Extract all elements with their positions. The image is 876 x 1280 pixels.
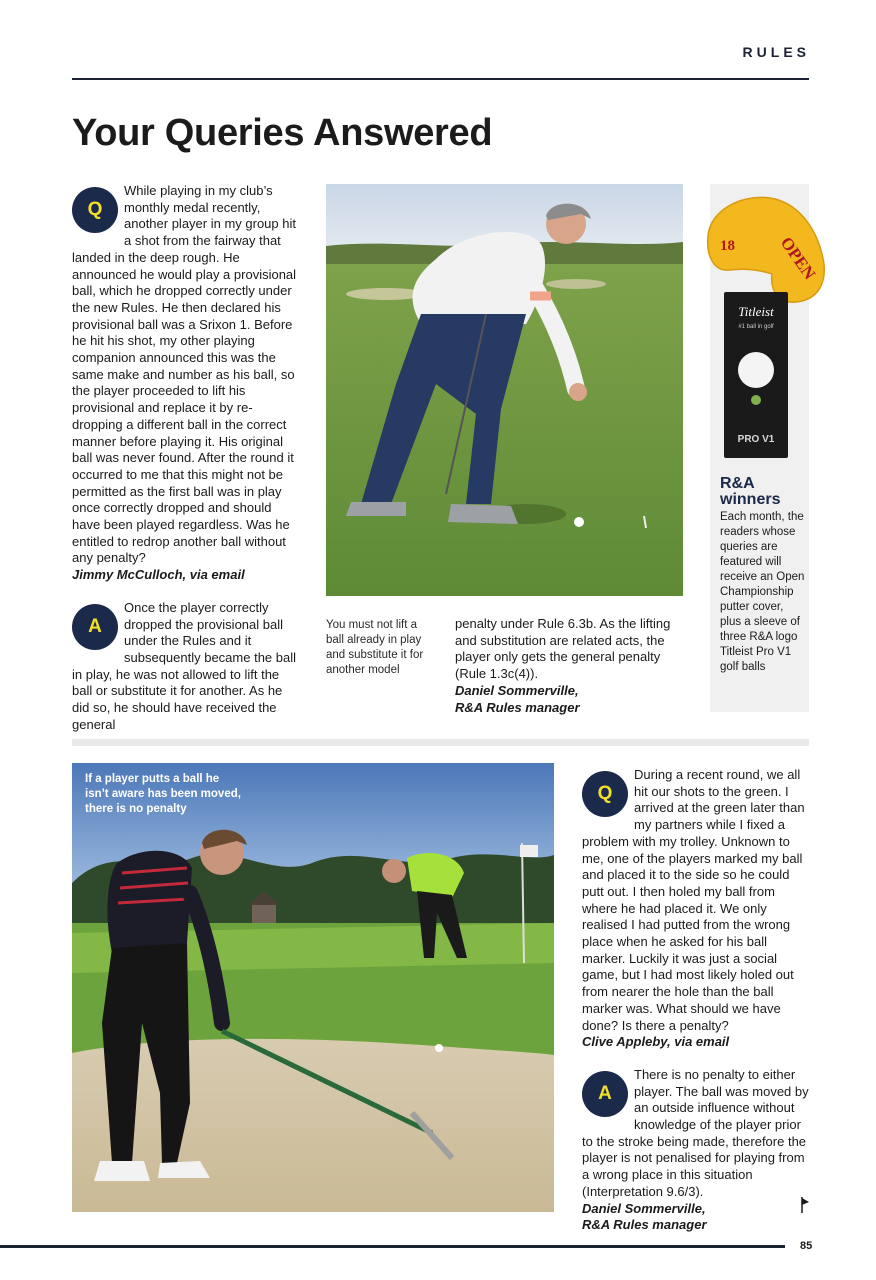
page-title: Your Queries Answered: [72, 112, 493, 154]
sidebar-title-line-1: R&A: [720, 475, 755, 492]
sidebar-title-line-2: winners: [720, 491, 781, 508]
end-flag-icon: [800, 1196, 810, 1214]
sidebar-title: [720, 476, 806, 508]
answer-badge: A: [72, 604, 118, 650]
putter-cover-image: [700, 186, 826, 306]
footer-divider: [0, 1245, 785, 1248]
putter-cover-number: 18: [720, 238, 735, 254]
query-1-answer-part-2: penalty under Rule 6.3b. As the lifting and substitution are related acts, the player only gets the general penalty (Rule 1.3c(4)).: [455, 616, 671, 682]
query-1-column: [72, 183, 302, 734]
photo-golfer-lifting-ball: [326, 184, 683, 596]
photo-golfers-bunker-green: [72, 763, 554, 1212]
query-1-continuation: [455, 616, 683, 716]
query-2-answer-byline-name: Daniel Sommerville,: [582, 1200, 706, 1216]
box-tagline: #1 ball in golf: [738, 324, 774, 330]
query-2-byline: Clive Appleby, via email: [582, 1034, 730, 1050]
query-2-answer: There is no penalty to either player. The ball was moved by an outside influence without knowledge of the player prior to the stroke being made, therefore the player is not penalised for playing from a wrong place in this situation (Interpretation 9.6/3).: [582, 1066, 809, 1199]
query-1-byline: Jimmy McCulloch, via email: [72, 567, 245, 583]
answer-badge: A: [582, 1071, 628, 1117]
photo-2-caption: If a player putts a ball he isn’t aware has been moved, there is no penalty: [85, 773, 241, 815]
query-1-question: While playing in my club’s monthly medal recently, another player in my group hit a shot from the fairway that landed in the deep rough. He announced he would play a provisional ball, which he dropped correctly under the new Rules. He then declared his provisional ball was a Srixon 1. Before he hit his shot, my other playing companion announced this was the same make and number as his ball, so the player proceeded to lift his provisional and replace it by re-dropping a different ball in the correct manner before playing it. His original ball was never found. After the round it occurred to me that this might not be permitted as the first ball was in play once correctly dropped and should have been played regardless. Was he entitled to redrop another ball without any penalty?: [72, 183, 297, 566]
photo-1-caption: You must not lift a ball already in play and substitute it for another model: [326, 619, 424, 676]
query-2-answer-byline-role: R&A Rules manager: [582, 1217, 707, 1233]
query-2-column: [582, 767, 810, 1234]
box-brand: Titleist: [738, 304, 774, 319]
golf-ball-box-image: [722, 290, 792, 460]
section-label: RULES: [742, 44, 810, 60]
question-badge: Q: [582, 771, 628, 817]
query-1-answer-byline-name: Daniel Sommerville,: [455, 682, 579, 698]
query-2-question: During a recent round, we all hit our shots to the green. I arrived at the green later than my partners while I fixed a problem with my trolley. Unknown to me, one of the players marked my ball and placed it to the side so he could putt out. I then holed my ball from where he had placed it. We only realised I had putted from the wrong place when he asked for his ball marker. Luckily it was just a social game, but I had most likely holed out from nearer the hole than the ball marker was. What should we have done? Is there a penalty?: [582, 767, 805, 1033]
sidebar-text: Each month, the readers whose queries are featured will receive an Open Championship putter cover, plus a sleeve of three R&A logo Titleist Pro V1 golf balls: [720, 511, 805, 673]
putter-cover-text: OPEN: [776, 233, 820, 283]
question-badge: Q: [72, 187, 118, 233]
page-number: 85: [800, 1240, 813, 1252]
top-divider: [72, 78, 809, 80]
box-model: PRO V1: [737, 434, 775, 445]
section-divider: [72, 739, 809, 746]
query-1-answer-byline-role: R&A Rules manager: [455, 699, 580, 715]
query-1-answer-part-1: Once the player correctly dropped the provisional ball under the Rules and it subsequently became the ball in play, he was not allowed to lift the ball or substitute it for another. As he did so, he should have received the general: [72, 599, 297, 732]
